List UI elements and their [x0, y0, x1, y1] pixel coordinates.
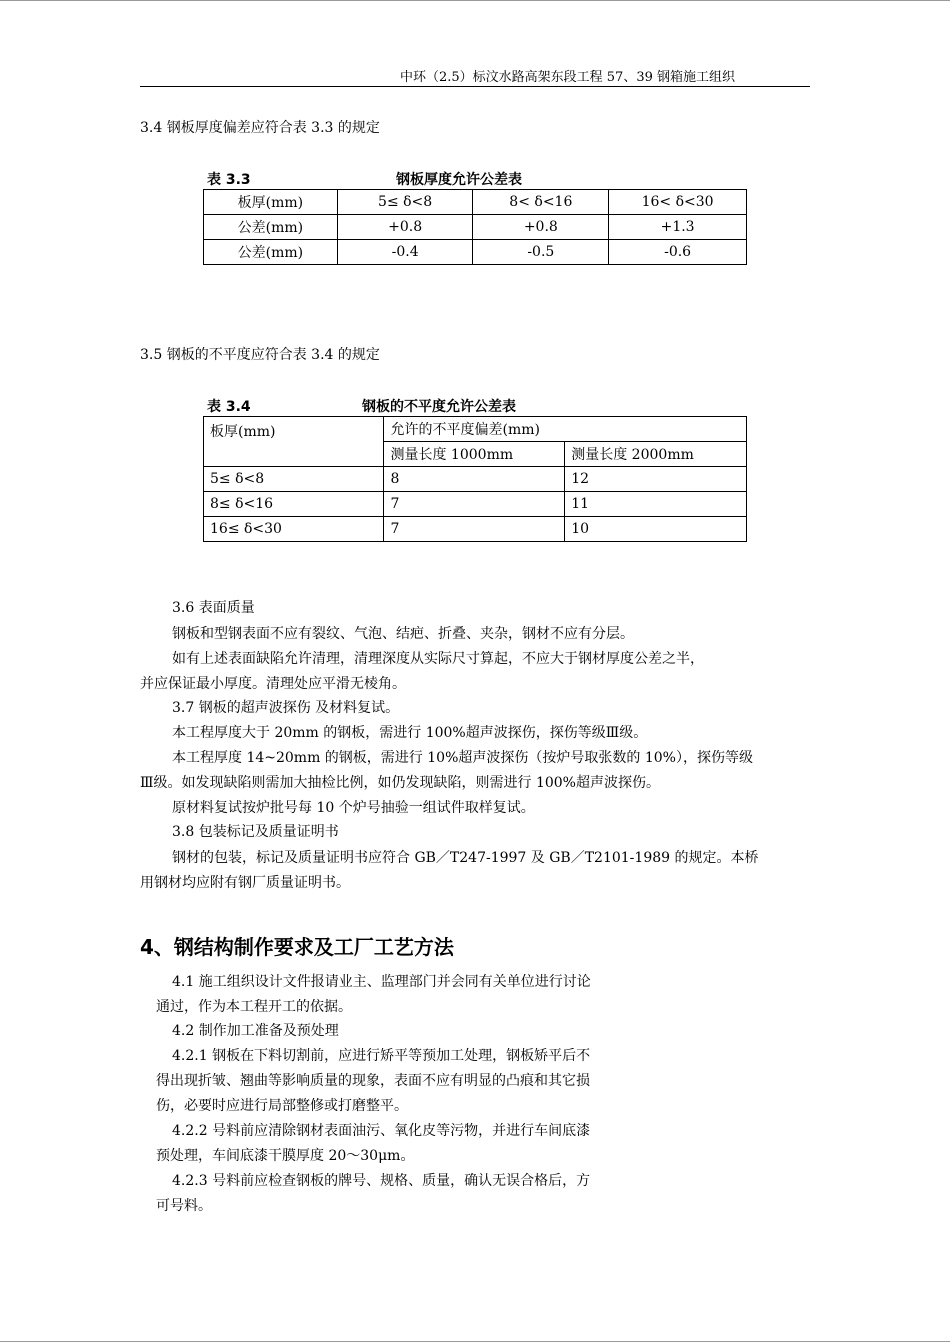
table-cell: 11: [565, 492, 747, 517]
paragraph-line: Ⅲ级。如发现缺陷则需加大抽检比例，如仍发现缺陷，则需进行 100%超声波探伤。: [140, 775, 660, 791]
table-row: [204, 190, 747, 215]
table-cell: 8≤ δ<16: [204, 492, 384, 517]
paragraph-line: 4.2.1 钢板在下料切割前，应进行矫平等预加工处理，钢板矫平后不: [172, 1048, 591, 1064]
paragraph-line: 4.2.2 号料前应清除钢材表面油污、氧化皮等污物，并进行车间底漆: [172, 1123, 591, 1139]
table-cell: +1.3: [609, 215, 747, 240]
table-cell: 7: [384, 492, 565, 517]
table-cell: 公差(mm): [204, 215, 338, 240]
table-3-4: [203, 416, 747, 542]
paragraph-line: 如有上述表面缺陷允许清理，清理深度从实际尺寸算起，不应大于钢材厚度公差之半，: [172, 651, 704, 667]
running-header: [140, 66, 810, 87]
table-cell: 12: [565, 467, 747, 492]
paragraph-line: 钢材的包装，标记及质量证明书应符合 GB／T247-1997 及 GB／T2101-1989 的规定。本桥: [172, 850, 759, 866]
table-row: [204, 467, 747, 492]
table-cell: -0.4: [337, 240, 473, 265]
table-row: [204, 215, 747, 240]
table-cell: +0.8: [473, 215, 609, 240]
paragraph-line: 伤，必要时应进行局部整修或打磨整平。: [156, 1098, 408, 1114]
subsection-4-2-title: 4.2 制作加工准备及预处理: [172, 1023, 339, 1039]
subsection-3-8-title: 3.8 包装标记及质量证明书: [172, 824, 339, 840]
table-cell: 5≤ δ<8: [337, 190, 473, 215]
section-3-4-text: 3.4 钢板厚度偏差应符合表 3.3 的规定: [140, 120, 380, 136]
paragraph-line: 本工程厚度 14~20mm 的钢板，需进行 10%超声波探伤（按炉号取张数的 10%），探伤等级: [172, 750, 753, 766]
table-3-3: [203, 189, 747, 265]
table-header-cell: 板厚(mm): [204, 417, 384, 467]
table-cell: 16≤ δ<30: [204, 517, 384, 542]
table-cell: 板厚(mm): [204, 190, 338, 215]
table-row: [204, 240, 747, 265]
section-4-heading: 4、钢结构制作要求及工厂工艺方法: [140, 935, 454, 959]
table-cell: 10: [565, 517, 747, 542]
subsection-3-6-title: 3.6 表面质量: [172, 600, 255, 616]
paragraph-line: 用钢材均应附有钢厂质量证明书。: [140, 875, 350, 891]
paragraph-line: 原材料复试按炉批号每 10 个炉号抽验一组试件取样复试。: [172, 800, 535, 816]
table-3-3-title: 钢板厚度允许公差表: [396, 172, 522, 188]
table-3-4-title: 钢板的不平度允许公差表: [362, 399, 516, 415]
page-bottom-border: [0, 1341, 950, 1342]
paragraph-line: 得出现折皱、翘曲等影响质量的现象，表面不应有明显的凸痕和其它损: [156, 1073, 590, 1089]
table-cell: 8< δ<16: [473, 190, 609, 215]
page-top-border: [0, 0, 950, 1]
subsection-3-7-title: 3.7 钢板的超声波探伤 及材料复试。: [172, 700, 400, 716]
table-cell: 7: [384, 517, 565, 542]
table-cell: 5≤ δ<8: [204, 467, 384, 492]
paragraph-line: 通过，作为本工程开工的依据。: [156, 999, 352, 1015]
table-3-3-label: 表 3.3: [207, 172, 251, 188]
section-3-5-text: 3.5 钢板的不平度应符合表 3.4 的规定: [140, 347, 380, 363]
paragraph-line: 4.1 施工组织设计文件报请业主、监理部门并会同有关单位进行讨论: [172, 974, 591, 990]
table-cell: 16< δ<30: [609, 190, 747, 215]
paragraph-line: 并应保证最小厚度。清理处应平滑无棱角。: [140, 676, 406, 692]
table-3-4-label: 表 3.4: [207, 399, 251, 415]
table-cell: -0.6: [609, 240, 747, 265]
paragraph-line: 预处理，车间底漆干膜厚度 20～30μm。: [156, 1148, 415, 1164]
paragraph-line: 钢板和型钢表面不应有裂纹、气泡、结疤、折叠、夹杂，钢材不应有分层。: [172, 626, 634, 642]
table-cell: 8: [384, 467, 565, 492]
table-header-cell: 测量长度 2000mm: [565, 442, 747, 467]
table-row: [204, 517, 747, 542]
paragraph-line: 4.2.3 号料前应检查钢板的牌号、规格、质量，确认无误合格后，方: [172, 1173, 591, 1189]
table-header-cell: 允许的不平度偏差(mm): [384, 417, 747, 442]
table-cell: +0.8: [337, 215, 473, 240]
table-cell: 公差(mm): [204, 240, 338, 265]
table-cell: -0.5: [473, 240, 609, 265]
table-row: [204, 417, 747, 442]
header-title: 中环（2.5）标汶水路高架东段工程 57、39 钢箱施工组织: [399, 70, 735, 85]
table-header-cell: 测量长度 1000mm: [384, 442, 565, 467]
paragraph-line: 可号料。: [156, 1198, 212, 1214]
paragraph-line: 本工程厚度大于 20mm 的钢板，需进行 100%超声波探伤，探伤等级Ⅲ级。: [172, 725, 648, 741]
table-row: [204, 492, 747, 517]
